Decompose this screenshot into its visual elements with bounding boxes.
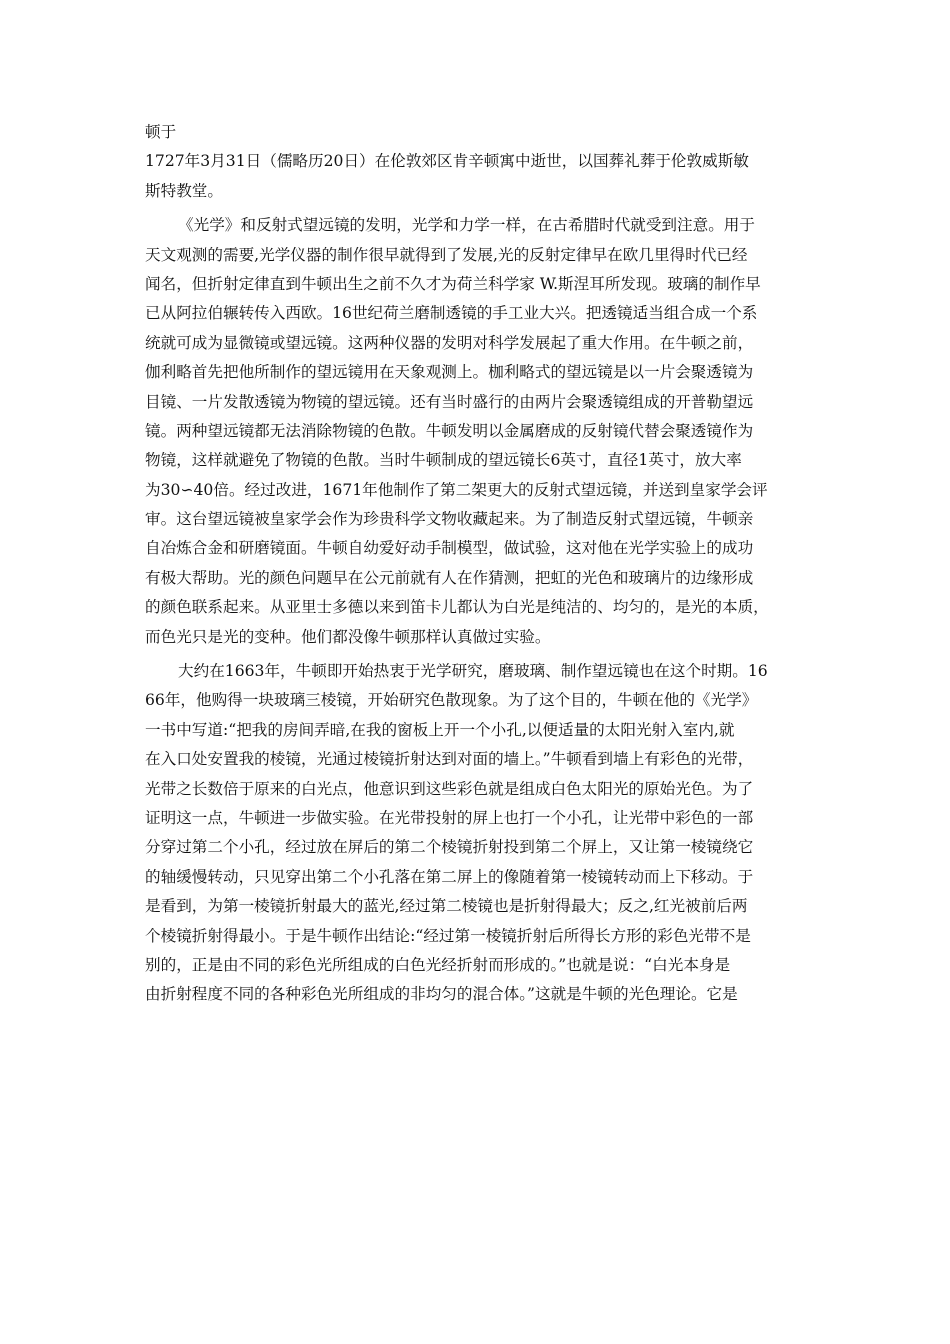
text-line: 镜。两种望远镜都无法消除物镜的色散。牛顿发明以金属磨成的反射镜代替会聚透镜作为 xyxy=(145,421,754,440)
paragraph-1 xyxy=(145,118,830,206)
text-line: 是看到，为第一棱镜折射最大的蓝光,经过第二棱镜也是折射得最大；反之,红光被前后两 xyxy=(145,897,748,916)
text-line: 大约在1663年，牛顿即开始热衷于光学研究，磨玻璃、制作望远镜也在这个时期。16 xyxy=(178,662,768,681)
text-line: 审。这台望远镜被皇家学会作为珍贵科学文物收藏起来。为了制造反射式望远镜，牛顿亲 xyxy=(145,510,754,529)
text-line: 个棱镜折射得最小。于是牛顿作出结论:“经过第一棱镜折射后所得长方形的彩色光带不是 xyxy=(145,926,751,945)
body-text xyxy=(145,118,830,1010)
text-line: 有极大帮助。光的颜色问题早在公元前就有人在作猜测，把虹的光色和玻璃片的边缘形成 xyxy=(145,568,754,587)
text-line: 1727年3月31日（儒略历20日）在伦敦郊区肯辛顿寓中逝世，以国葬礼葬于伦敦威斯敏 xyxy=(145,152,749,171)
text-line: 在入口处安置我的棱镜，光通过棱镜折射达到对面的墙上。”牛顿看到墙上有彩色的光带， xyxy=(145,750,754,769)
text-line: 顿于 xyxy=(145,123,177,141)
text-line: 天文观测的需要,光学仪器的制作很早就得到了发展,光的反射定律早在欧几里得时代已经 xyxy=(145,245,748,264)
text-line: 而色光只是光的变种。他们都没像牛顿那样认真做过实验。 xyxy=(145,627,551,646)
text-line: 一书中写道:“把我的房间弄暗,在我的窗板上开一个小孔,以便适量的太阳光射入室内,就 xyxy=(145,720,735,739)
paragraph-2 xyxy=(145,211,830,652)
text-line: 证明这一点，牛顿进一步做实验。在光带投射的屏上也打一个小孔，让光带中彩色的一部 xyxy=(145,808,754,827)
text-line: 66年，他购得一块玻璃三棱镜，开始研究色散现象。为了这个目的，牛顿在他的《光学》 xyxy=(145,691,758,710)
text-line: 已从阿拉伯辗转传入西欧。16世纪荷兰磨制透镜的手工业大兴。把透镜适当组合成一个系 xyxy=(145,304,758,323)
text-line: 由折射程度不同的各种彩色光所组成的非均匀的混合体。”这就是牛顿的光色理论。它是 xyxy=(145,985,738,1004)
text-line: 伽利略首先把他所制作的望远镜用在天象观测上。枷利略式的望远镜是以一片会聚透镜为 xyxy=(145,363,754,382)
text-line: 为30∽40倍。经过改进，1671年他制作了第二架更大的反射式望远镜，并送到皇家学会评 xyxy=(145,480,768,499)
text-line: 自冶炼合金和研磨镜面。牛顿自幼爱好动手制模型，做试验，这对他在光学实验上的成功 xyxy=(145,539,754,558)
text-line: 《光学》和反射式望远镜的发明，光学和力学一样，在古希腊时代就受到注意。用于 xyxy=(178,216,755,235)
text-line: 统就可成为显微镜或望远镜。这两种仪器的发明对科学发展起了重大作用。在牛顿之前， xyxy=(145,333,754,352)
text-line: 分穿过第二个小孔，经过放在屏后的第二个棱镜折射投到第二个屏上，又让第一棱镜绕它 xyxy=(145,838,754,857)
text-line: 的轴缓慢转动，只见穿出第二个小孔落在第二屏上的像随着第一棱镜转动而上下移动。于 xyxy=(145,867,754,886)
text-line: 物镜，这样就避免了物镜的色散。当时牛顿制成的望远镜长6英寸，直径1英寸，放大率 xyxy=(145,451,742,470)
text-line: 斯特教堂。 xyxy=(145,181,223,200)
text-line: 闻名，但折射定律直到牛顿出生之前不久才为荷兰科学家 W.斯涅耳所发现。玻璃的制作早 xyxy=(145,274,761,293)
paragraph-3 xyxy=(145,657,830,1010)
text-line: 目镜、一片发散透镜为物镜的望远镜。还有当时盛行的由两片会聚透镜组成的开普勒望远 xyxy=(145,392,754,411)
text-line: 别的，正是由不同的彩色光所组成的白色光经折射而形成的。”也就是说：“白光本身是 xyxy=(145,955,731,974)
text-line: 光带之长数倍于原来的白光点，他意识到这些彩色就是组成白色太阳光的原始光色。为了 xyxy=(145,779,754,798)
text-line: 的颜色联系起来。从亚里士多德以来到笛卡儿都认为白光是纯洁的、均匀的，是光的本质， xyxy=(145,598,769,617)
